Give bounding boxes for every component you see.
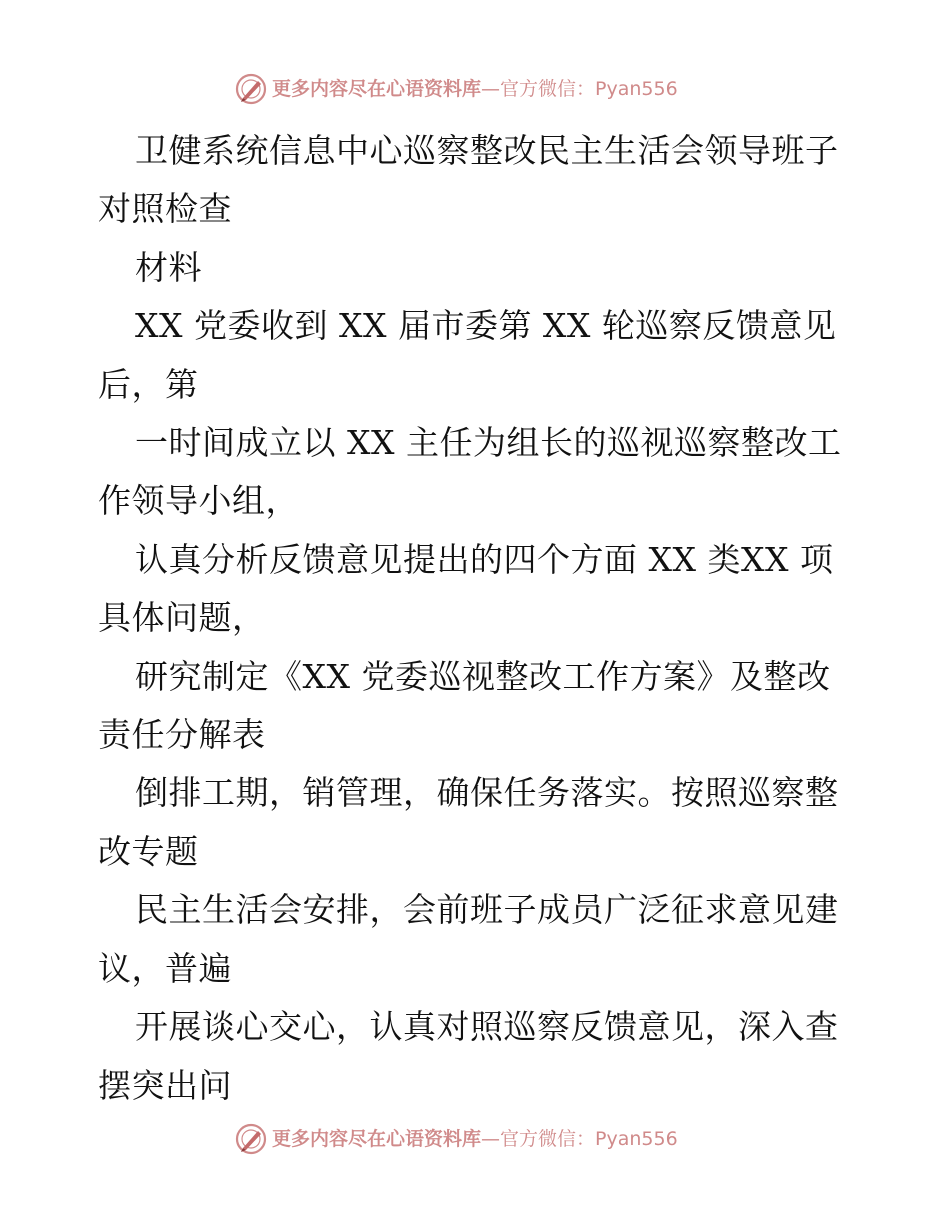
text-line: 认真分析反馈意见提出的四个方面 XX 类XX 项 — [135, 539, 834, 579]
document-body — [98, 122, 868, 1115]
text-line: 一时间成立以 XX 主任为组长的巡视巡察整改工 — [135, 423, 842, 463]
text-line: 卫健系统信息中心巡察整改民主生活会领导班子 — [135, 131, 839, 170]
watermark-site-text: 更多内容尽在心语资料库 — [272, 1128, 482, 1150]
text-line: 倒排工期，销管理，确保任务落实。按照巡察整 — [135, 773, 839, 813]
text-line: 摆突出问 — [98, 1065, 232, 1105]
text-line: 后，第 — [98, 364, 199, 404]
watermark-wechat-id: Pyan556 — [595, 1128, 678, 1150]
text-line: XX 党委收到 XX 届市委第 XX 轮巡察反馈意见 — [135, 306, 837, 346]
watermark-text — [272, 77, 678, 101]
watermark-separator: — — [481, 78, 501, 100]
footer-watermark — [0, 1120, 950, 1160]
header-watermark — [0, 70, 950, 110]
text-line: 改专题 — [98, 831, 199, 871]
watermark-wechat-label: 官方微信： — [500, 78, 596, 100]
pen-logo-icon — [234, 72, 268, 106]
text-line: 材料 — [135, 247, 202, 287]
watermark-separator: — — [481, 1128, 501, 1150]
text-line: 作领导小组， — [98, 481, 299, 521]
text-line: 对照检查 — [98, 189, 232, 229]
watermark-wechat-label: 官方微信： — [500, 1128, 596, 1150]
text-line: 责任分解表 — [98, 715, 266, 755]
text-line: 具体问题， — [98, 598, 266, 638]
watermark-site-text: 更多内容尽在心语资料库 — [272, 78, 482, 100]
text-line: 研究制定《XX 党委巡视整改工作方案》及整改 — [135, 656, 831, 696]
text-line: 开展谈心交心，认真对照巡察反馈意见，深入查 — [135, 1007, 839, 1047]
text-line: 议，普遍 — [98, 948, 232, 988]
watermark-wechat-id: Pyan556 — [595, 78, 678, 100]
pen-logo-icon — [234, 1122, 268, 1156]
watermark-text — [272, 1127, 678, 1151]
text-line: 民主生活会安排，会前班子成员广泛征求意见建 — [135, 890, 839, 930]
